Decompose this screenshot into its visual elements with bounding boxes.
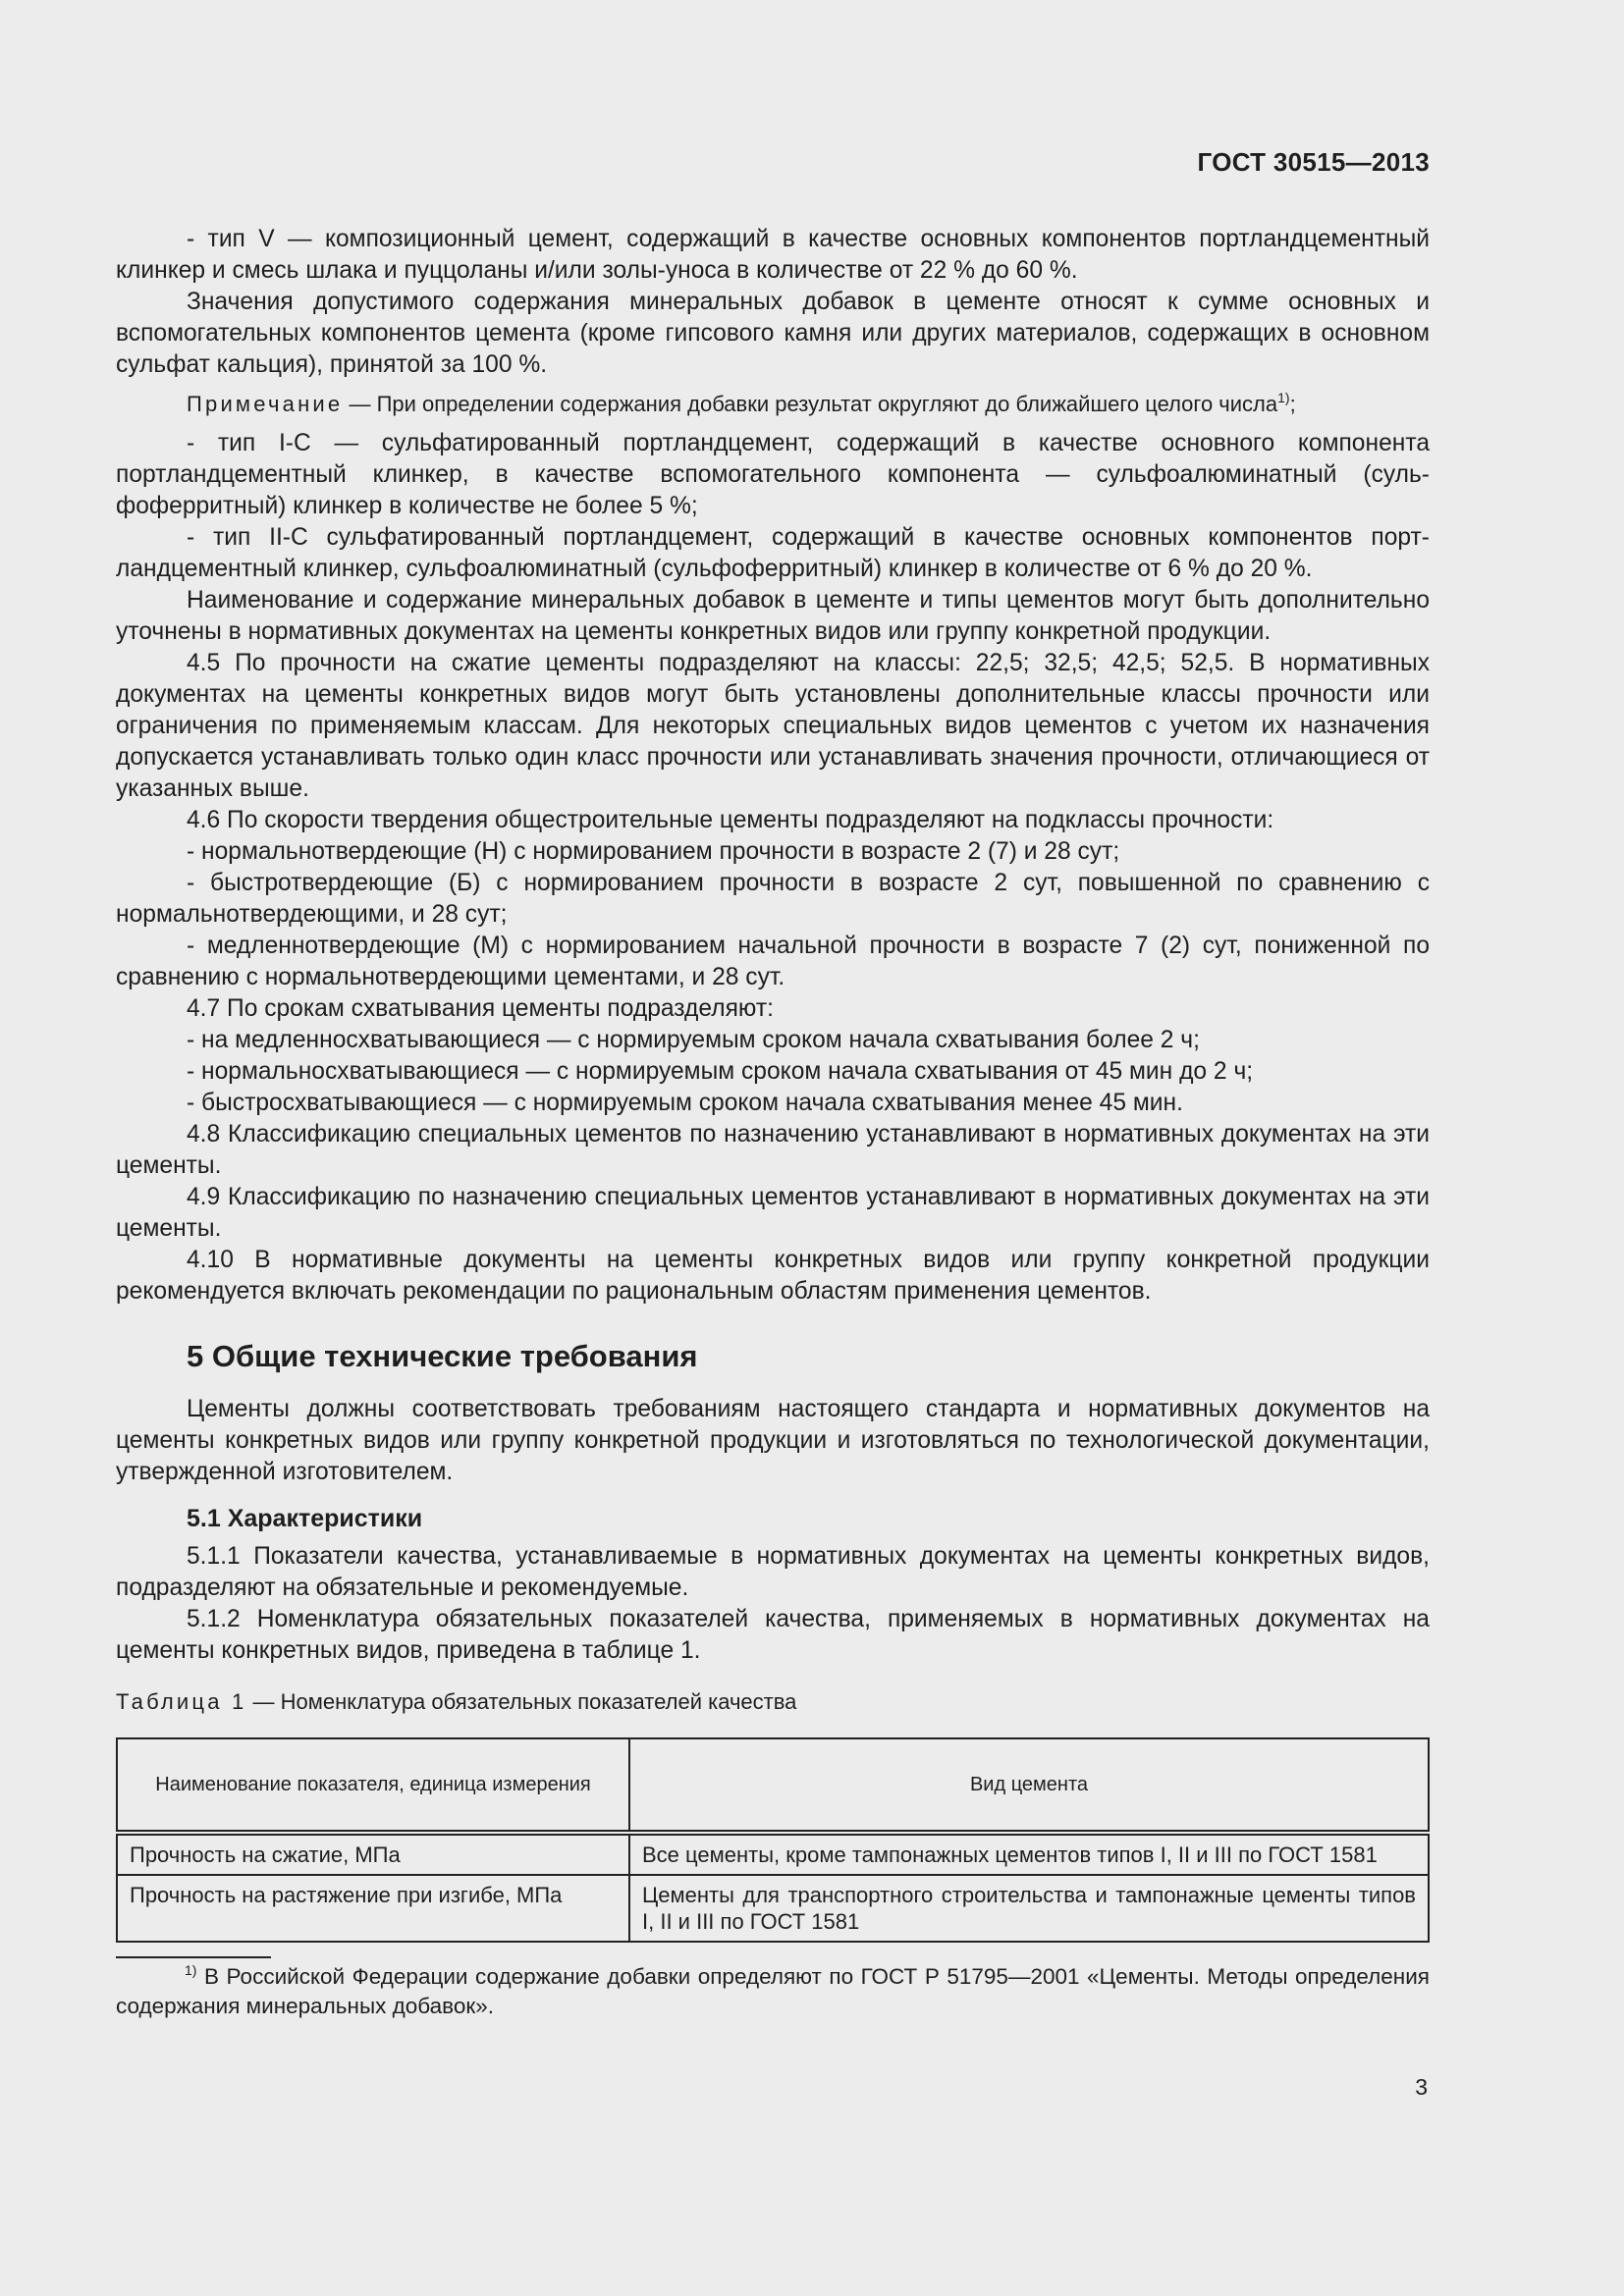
note-label: Примечание bbox=[187, 392, 344, 416]
paragraph: - тип II-С сульфатированный портландцемент, содержащий в качестве основных компонентов портландцементный клинкер, сульфоалюминатный (сульфоферритный) клинкер в количестве от 6 % до 20 %. bbox=[116, 524, 1430, 582]
page-number: 3 bbox=[1415, 2074, 1428, 2100]
paragraph: - быстросхватывающиеся — с нормируемым сроком начала схватывания менее 45 мин. bbox=[187, 1090, 1183, 1116]
paragraph: 4.6 По скорости твердения общестроительные цементы подразделяют на подклассы прочности: bbox=[187, 807, 1274, 833]
paragraph: - на медленносхватывающиеся — с нормируемым сроком начала схватывания более 2 ч; bbox=[187, 1027, 1200, 1053]
table-header-indicator: Наименование показателя, единица измерения bbox=[117, 1738, 629, 1833]
note-text: — При определении содержания добавки результат округляют до ближайшего целого числа bbox=[343, 392, 1278, 416]
footnote-marker: 1) bbox=[185, 1962, 197, 1978]
document-code: ГОСТ 30515—2013 bbox=[1197, 147, 1430, 177]
paragraph: - тип V — композиционный цемент, содержащий в качестве основных компонентов портландцементный клинкер и смесь шлака и пуццоланы и/или золы-уноса в количестве от 22 % до 60 %. bbox=[116, 226, 1430, 284]
table-caption bbox=[116, 1688, 1430, 1716]
paragraph: 4.10 В нормативные документы на цементы конкретных видов или группу конкретной продукции рекомендуется включать рекомендации по рациональным областям применения цементов. bbox=[116, 1247, 1430, 1305]
paragraph: 5.1.2 Номенклатура обязательных показателей качества, применяемых в нормативных документах на цементы конкретных видов, приведена в таблице 1. bbox=[116, 1606, 1430, 1664]
table-header-cement-type: Вид цемента bbox=[629, 1738, 1429, 1833]
table-cell-indicator: Прочность на сжатие, МПа bbox=[117, 1833, 629, 1875]
footnote-divider bbox=[116, 1956, 271, 1958]
footnote-text: В Российской Федерации содержание добавки определяют по ГОСТ Р 51795—2001 «Цементы. Методы определения содержания минеральных добавок». bbox=[116, 1964, 1430, 2018]
note bbox=[116, 389, 1430, 420]
paragraph: Значения допустимого содержания минеральных добавок в цементе относят к сумме основных и вспомогательных компонентов цемента (кроме гипсового камня или других материалов, содержащих в основном сульфат кальция), принятой за 100 %. bbox=[116, 289, 1430, 378]
section-title: 5 Общие технические требования bbox=[187, 1339, 698, 1373]
paragraph: - медленнотвердеющие (М) с нормированием начальной прочности в возрасте 7 (2) сут, пониженной по сравнению с нормальнотвердеющими цементами, и 28 сут. bbox=[116, 933, 1430, 990]
paragraph: Наименование и содержание минеральных добавок в цементе и типы цементов могут быть дополнительно уточнены в нормативных документах на цементы конкретных видов или группу конкретной продукции. bbox=[116, 587, 1430, 645]
table-header-row bbox=[117, 1738, 1429, 1833]
paragraph: - тип I-С — сульфатированный портландцемент, содержащий в качестве основного компонента портландцементный клинкер, в качестве вспомогательного компонента — сульфоалюминатный (сульфоферритный) клинкер в количестве не более 5 %; bbox=[116, 430, 1430, 519]
table-cell-indicator: Прочность на растяжение при изгибе, МПа bbox=[117, 1875, 629, 1942]
paragraph: - быстротвердеющие (Б) с нормированием прочности в возрасте 2 сут, повышенной по сравнению с нормальнотвердеющими, и 28 сут; bbox=[116, 870, 1430, 928]
footnote bbox=[116, 1962, 1430, 2021]
table-caption-label: Таблица 1 bbox=[116, 1689, 247, 1714]
table-cell-cement-type: Цементы для транспортного строительства и тампонажные цементы типов I, II и III по ГОСТ 1581 bbox=[629, 1875, 1429, 1942]
table-cell-cement-type: Все цементы, кроме тампонажных цементов типов I, II и III по ГОСТ 1581 bbox=[629, 1833, 1429, 1875]
page-content bbox=[116, 224, 1430, 2021]
quality-indicators-table bbox=[116, 1737, 1430, 1943]
table-row bbox=[117, 1833, 1429, 1875]
paragraph: Цементы должны соответствовать требованиям настоящего стандарта и нормативных документов на цементы конкретных видов или группу конкретной продукции и изготовляться по технологической документации, утвержденной изготовителем. bbox=[116, 1396, 1430, 1485]
paragraph: 4.5 По прочности на сжатие цементы подразделяют на классы: 22,5; 32,5; 42,5; 52,5. В нормативных документах на цементы конкретных видов могут быть установлены дополнительные классы прочности или ограничения по применяемым классам. Для некоторых специальных видов цементов с учетом их назначения допускается устанавливать только один класс прочности или устанавливать значения прочности, отличающиеся от указанных выше. bbox=[116, 650, 1430, 802]
footnote-ref: 1) bbox=[1277, 390, 1290, 405]
note-end: ; bbox=[1289, 392, 1296, 416]
paragraph: 4.7 По срокам схватывания цементы подразделяют: bbox=[187, 995, 774, 1022]
subsection-title: 5.1 Характеристики bbox=[187, 1505, 423, 1532]
paragraph: - нормальнотвердеющие (Н) с нормированием прочности в возрасте 2 (7) и 28 сут; bbox=[187, 838, 1120, 865]
paragraph: 5.1.1 Показатели качества, устанавливаемые в нормативных документах на цементы конкретных видов, подразделяют на обязательные и рекомендуемые. bbox=[116, 1543, 1430, 1601]
table-row bbox=[117, 1875, 1429, 1942]
paragraph: - нормальносхватывающиеся — с нормируемым сроком начала схватывания от 45 мин до 2 ч; bbox=[187, 1058, 1254, 1085]
paragraph: 4.9 Классификацию по назначению специальных цементов устанавливают в нормативных документах на эти цементы. bbox=[116, 1184, 1430, 1242]
table-caption-text: — Номенклатура обязательных показателей качества bbox=[246, 1689, 797, 1714]
paragraph: 4.8 Классификацию специальных цементов по назначению устанавливают в нормативных документах на эти цементы. bbox=[116, 1121, 1430, 1179]
